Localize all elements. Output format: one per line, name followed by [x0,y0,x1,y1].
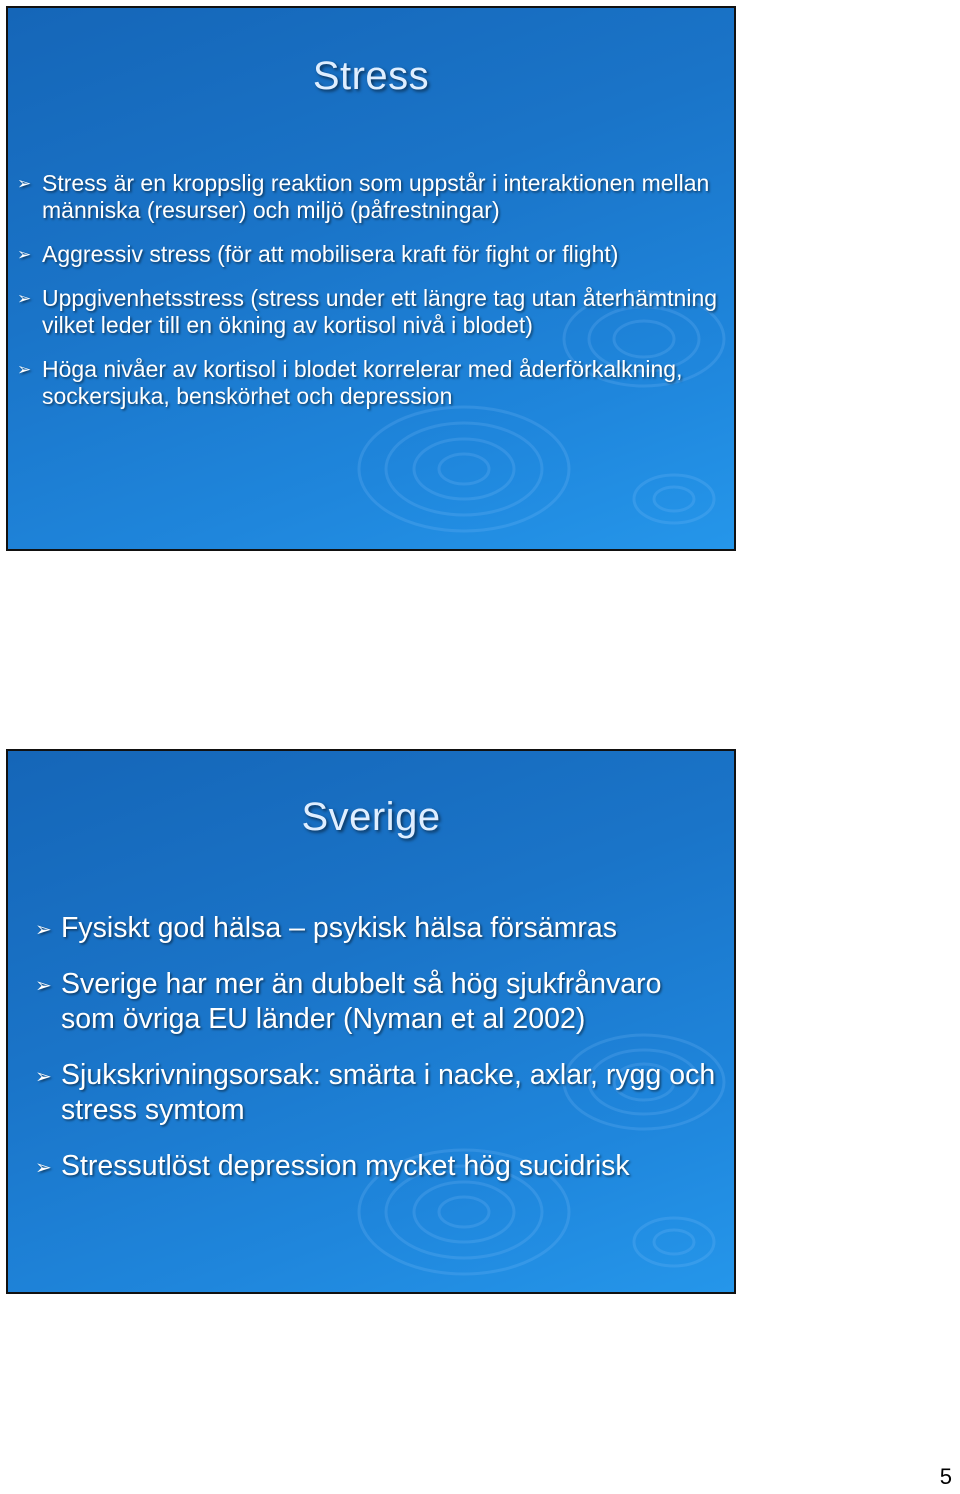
bullet-text: Aggressiv stress (för att mobilisera kraft för fight or flight) [42,241,619,267]
arrow-bullet-icon: ➢ [17,360,32,379]
arrow-bullet-icon: ➢ [17,174,32,193]
list-item [8,1058,723,1128]
bullet-text: Stress är en kroppslig reaktion som uppstår i interaktionen mellan människa (resurser) och miljö (påfrestningar) [42,170,710,223]
bullet-text: Höga nivåer av kortisol i blodet korrelerar med åderförkalkning, sockersjuka, benskörhet och depression [42,356,683,409]
list-item [8,911,723,946]
list-item [8,241,723,268]
arrow-bullet-icon: ➢ [35,975,52,997]
bullet-text: Uppgivenhetsstress (stress under ett längre tag utan återhämtning vilket leder till en ökning av kortisol nivå i blodet) [42,285,718,338]
slide-title: Stress [312,54,430,98]
list-item [8,170,723,224]
bullet-text: Sverige har mer än dubbelt så hög sjukfrånvaro som övriga EU länder (Nyman et al 2002) [61,968,662,1035]
list-item [8,285,723,339]
bullet-list [8,911,723,1205]
arrow-bullet-icon: ➢ [17,289,32,308]
list-item [8,967,723,1037]
bullet-text: Fysiskt god hälsa – psykisk hälsa försämras [61,912,617,944]
arrow-bullet-icon: ➢ [35,1157,52,1179]
slide-stress [6,6,736,551]
bullet-text: Sjukskrivningsorsak: smärta i nacke, axlar, rygg och stress symtom [61,1059,716,1126]
slide-sverige [6,749,736,1294]
arrow-bullet-icon: ➢ [17,245,32,264]
slide-title: Sverige [301,795,441,839]
bullet-text: Stressutlöst depression mycket hög sucidrisk [61,1150,630,1182]
arrow-bullet-icon: ➢ [35,1066,52,1088]
list-item [8,1149,723,1184]
page-number: 5 [939,1464,952,1489]
bullet-list [8,170,723,427]
arrow-bullet-icon: ➢ [35,919,52,941]
list-item [8,356,723,410]
